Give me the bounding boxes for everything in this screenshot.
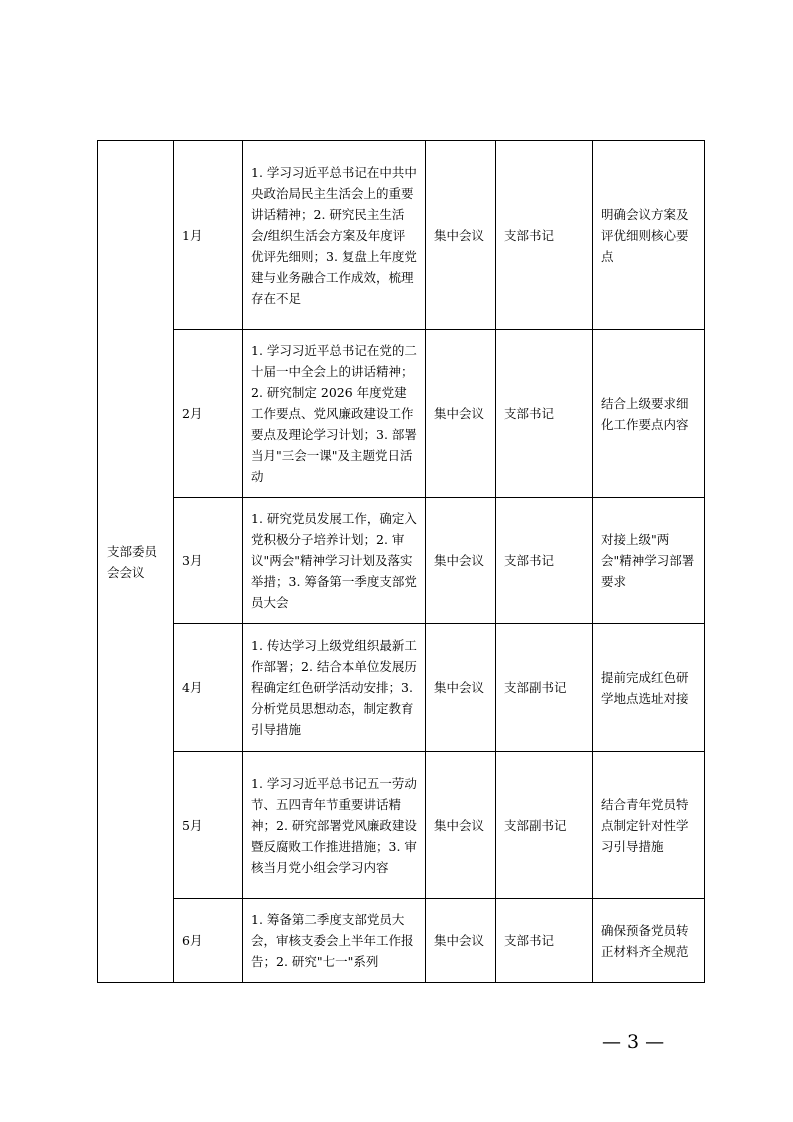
content-cell: 1. 筹备第二季度支部党员大会，审核支委会上半年工作报告；2. 研究"七一"系列 bbox=[243, 899, 426, 983]
note-cell: 结合上级要求细化工作要点内容 bbox=[593, 330, 705, 498]
note-cell: 确保预备党员转正材料齐全规范 bbox=[593, 899, 705, 983]
month-cell: 6月 bbox=[174, 899, 243, 983]
table-row bbox=[98, 752, 705, 899]
work-plan-table bbox=[97, 140, 705, 983]
month-cell: 4月 bbox=[174, 624, 243, 752]
note-cell: 对接上级"两会"精神学习部署要求 bbox=[593, 498, 705, 624]
month-cell: 1月 bbox=[174, 141, 243, 330]
content-cell: 1. 学习习近平总书记五一劳动节、五四青年节重要讲话精神；2. 研究部署党风廉政建设暨反腐败工作推进措施；3. 审核当月党小组会学习内容 bbox=[243, 752, 426, 899]
form-cell: 集中会议 bbox=[426, 498, 496, 624]
note-cell: 结合青年党员特点制定针对性学习引导措施 bbox=[593, 752, 705, 899]
page-number: — 3 — bbox=[602, 1031, 665, 1053]
form-cell: 集中会议 bbox=[426, 899, 496, 983]
responsible-cell: 支部书记 bbox=[496, 498, 593, 624]
table-row bbox=[98, 141, 705, 330]
form-cell: 集中会议 bbox=[426, 624, 496, 752]
table-row bbox=[98, 498, 705, 624]
form-cell: 集中会议 bbox=[426, 752, 496, 899]
month-cell: 3月 bbox=[174, 498, 243, 624]
category-cell: 支部委员会会议 bbox=[98, 141, 174, 983]
form-cell: 集中会议 bbox=[426, 330, 496, 498]
month-cell: 5月 bbox=[174, 752, 243, 899]
table-row bbox=[98, 330, 705, 498]
responsible-cell: 支部书记 bbox=[496, 141, 593, 330]
responsible-cell: 支部副书记 bbox=[496, 624, 593, 752]
note-cell: 提前完成红色研学地点选址对接 bbox=[593, 624, 705, 752]
responsible-cell: 支部副书记 bbox=[496, 752, 593, 899]
content-cell: 1. 传达学习上级党组织最新工作部署；2. 结合本单位发展历程确定红色研学活动安排；3. 分析党员思想动态，制定教育引导措施 bbox=[243, 624, 426, 752]
note-cell: 明确会议方案及评优细则核心要点 bbox=[593, 141, 705, 330]
table-row bbox=[98, 624, 705, 752]
table-row bbox=[98, 899, 705, 983]
form-cell: 集中会议 bbox=[426, 141, 496, 330]
content-cell: 1. 学习习近平总书记在党的二十届一中全会上的讲话精神；2. 研究制定 2026 年度党建工作要点、党风廉政建设工作要点及理论学习计划；3. 部署当月"三会一课"及主题党日活动 bbox=[243, 330, 426, 498]
responsible-cell: 支部书记 bbox=[496, 899, 593, 983]
responsible-cell: 支部书记 bbox=[496, 330, 593, 498]
content-cell: 1. 研究党员发展工作，确定入党积极分子培养计划；2. 审议"两会"精神学习计划及落实举措；3. 筹备第一季度支部党员大会 bbox=[243, 498, 426, 624]
content-cell: 1. 学习习近平总书记在中共中央政治局民主生活会上的重要讲话精神；2. 研究民主生活会/组织生活会方案及年度评优评先细则；3. 复盘上年度党建与业务融合工作成效，梳理存在不足 bbox=[243, 141, 426, 330]
month-cell: 2月 bbox=[174, 330, 243, 498]
